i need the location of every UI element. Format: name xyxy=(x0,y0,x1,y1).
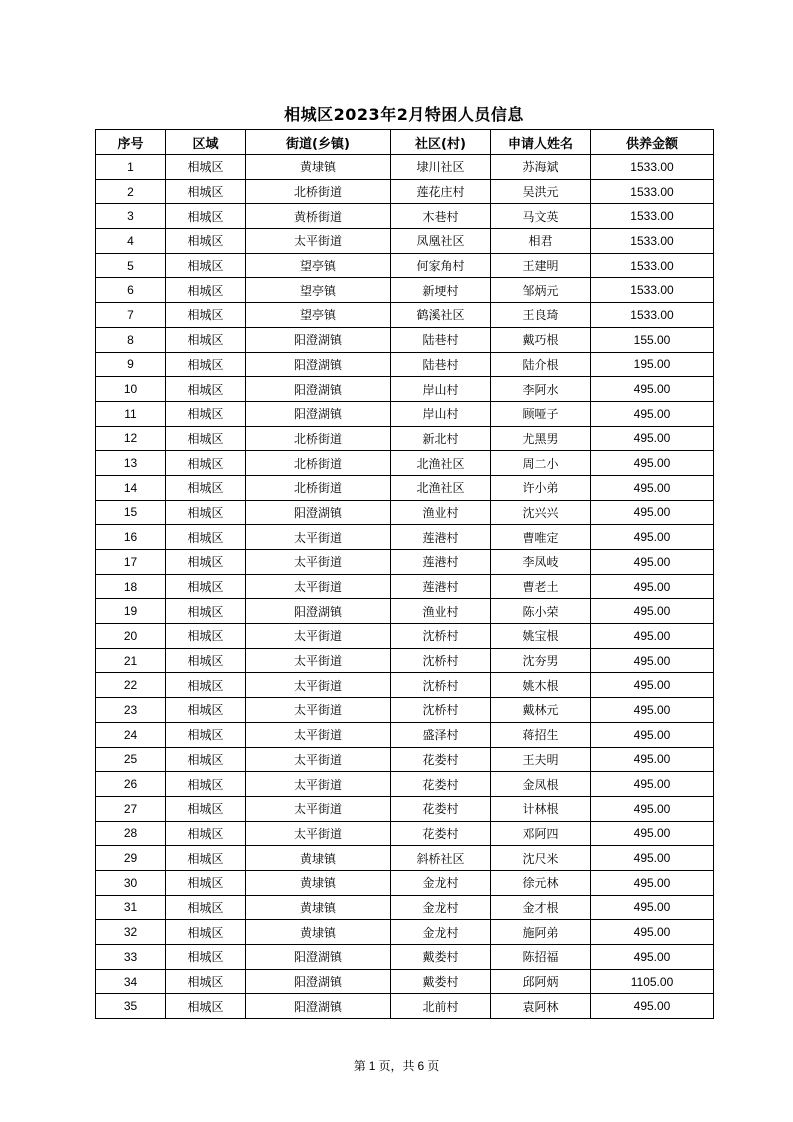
cell-street-town: 望亭镇 xyxy=(246,303,391,328)
cell-community-village: 花娄村 xyxy=(391,772,491,797)
cell-applicant-name: 尤黑男 xyxy=(491,426,591,451)
cell-support-amount: 1533.00 xyxy=(591,303,714,328)
table-row xyxy=(96,673,714,698)
cell-support-amount: 495.00 xyxy=(591,747,714,772)
table-row xyxy=(96,253,714,278)
cell-support-amount: 495.00 xyxy=(591,426,714,451)
cell-street-town: 北桥街道 xyxy=(246,179,391,204)
cell-street-town: 阳澄湖镇 xyxy=(246,377,391,402)
cell-street-town: 太平街道 xyxy=(246,574,391,599)
cell-district: 相城区 xyxy=(166,204,246,229)
cell-community-village: 新北村 xyxy=(391,426,491,451)
header-street-town: 街道(乡镇) xyxy=(246,130,391,155)
document-title: 相城区2023年2月特困人员信息 xyxy=(284,105,524,124)
cell-community-village: 花娄村 xyxy=(391,821,491,846)
table-row xyxy=(96,204,714,229)
table-row xyxy=(96,525,714,550)
cell-community-village: 莲港村 xyxy=(391,574,491,599)
table-row xyxy=(96,229,714,254)
cell-applicant-name: 金才根 xyxy=(491,895,591,920)
cell-district: 相城区 xyxy=(166,155,246,180)
cell-applicant-name: 王良琦 xyxy=(491,303,591,328)
cell-support-amount: 1533.00 xyxy=(591,229,714,254)
cell-street-town: 太平街道 xyxy=(246,648,391,673)
cell-applicant-name: 袁阿林 xyxy=(491,994,591,1019)
cell-support-amount: 1533.00 xyxy=(591,179,714,204)
cell-applicant-name: 曹唯定 xyxy=(491,525,591,550)
cell-applicant-name: 蒋招生 xyxy=(491,722,591,747)
cell-street-town: 黄埭镇 xyxy=(246,870,391,895)
cell-community-village: 埭川社区 xyxy=(391,155,491,180)
cell-community-village: 鹤溪社区 xyxy=(391,303,491,328)
table-row xyxy=(96,698,714,723)
cell-index: 2 xyxy=(96,179,166,204)
cell-community-village: 金龙村 xyxy=(391,895,491,920)
cell-district: 相城区 xyxy=(166,550,246,575)
table-row xyxy=(96,500,714,525)
cell-district: 相城区 xyxy=(166,574,246,599)
table-row xyxy=(96,648,714,673)
cell-district: 相城区 xyxy=(166,969,246,994)
cell-index: 22 xyxy=(96,673,166,698)
cell-street-town: 黄埭镇 xyxy=(246,155,391,180)
cell-community-village: 沈桥村 xyxy=(391,648,491,673)
cell-street-town: 北桥街道 xyxy=(246,475,391,500)
table-row xyxy=(96,475,714,500)
cell-index: 28 xyxy=(96,821,166,846)
cell-support-amount: 495.00 xyxy=(591,994,714,1019)
cell-community-village: 沈桥村 xyxy=(391,624,491,649)
cell-street-town: 黄埭镇 xyxy=(246,895,391,920)
cell-district: 相城区 xyxy=(166,352,246,377)
cell-index: 19 xyxy=(96,599,166,624)
cell-district: 相城区 xyxy=(166,648,246,673)
cell-index: 12 xyxy=(96,426,166,451)
cell-index: 35 xyxy=(96,994,166,1019)
cell-street-town: 黄埭镇 xyxy=(246,920,391,945)
cell-support-amount: 495.00 xyxy=(591,500,714,525)
cell-community-village: 莲港村 xyxy=(391,550,491,575)
cell-index: 27 xyxy=(96,796,166,821)
cell-street-town: 阳澄湖镇 xyxy=(246,994,391,1019)
cell-community-village: 北前村 xyxy=(391,994,491,1019)
cell-support-amount: 495.00 xyxy=(591,550,714,575)
cell-support-amount: 495.00 xyxy=(591,673,714,698)
cell-applicant-name: 沈夯男 xyxy=(491,648,591,673)
cell-community-village: 盛泽村 xyxy=(391,722,491,747)
cell-district: 相城区 xyxy=(166,895,246,920)
cell-district: 相城区 xyxy=(166,229,246,254)
cell-community-village: 何家角村 xyxy=(391,253,491,278)
cell-support-amount: 495.00 xyxy=(591,945,714,970)
cell-applicant-name: 邓阿四 xyxy=(491,821,591,846)
cell-support-amount: 495.00 xyxy=(591,475,714,500)
cell-district: 相城区 xyxy=(166,945,246,970)
cell-community-village: 岸山村 xyxy=(391,401,491,426)
cell-community-village: 木巷村 xyxy=(391,204,491,229)
cell-index: 32 xyxy=(96,920,166,945)
cell-applicant-name: 吴洪元 xyxy=(491,179,591,204)
cell-index: 29 xyxy=(96,846,166,871)
cell-district: 相城区 xyxy=(166,747,246,772)
cell-support-amount: 1533.00 xyxy=(591,278,714,303)
cell-street-town: 北桥街道 xyxy=(246,426,391,451)
cell-community-village: 新埂村 xyxy=(391,278,491,303)
table-row xyxy=(96,920,714,945)
cell-support-amount: 495.00 xyxy=(591,574,714,599)
cell-support-amount: 495.00 xyxy=(591,796,714,821)
cell-community-village: 陆巷村 xyxy=(391,352,491,377)
footer-prefix: 第 xyxy=(353,1059,366,1073)
cell-district: 相城区 xyxy=(166,475,246,500)
cell-community-village: 花娄村 xyxy=(391,796,491,821)
cell-applicant-name: 顾哑子 xyxy=(491,401,591,426)
cell-index: 10 xyxy=(96,377,166,402)
cell-applicant-name: 戴林元 xyxy=(491,698,591,723)
cell-support-amount: 495.00 xyxy=(591,870,714,895)
footer-middle: 页，共 xyxy=(378,1059,415,1073)
cell-index: 6 xyxy=(96,278,166,303)
cell-applicant-name: 许小弟 xyxy=(491,475,591,500)
table-body xyxy=(96,155,714,1019)
cell-street-town: 阳澄湖镇 xyxy=(246,352,391,377)
cell-community-village: 花娄村 xyxy=(391,747,491,772)
cell-applicant-name: 周二小 xyxy=(491,451,591,476)
cell-district: 相城区 xyxy=(166,846,246,871)
cell-support-amount: 1533.00 xyxy=(591,253,714,278)
cell-district: 相城区 xyxy=(166,500,246,525)
cell-support-amount: 495.00 xyxy=(591,846,714,871)
table-row xyxy=(96,895,714,920)
cell-index: 26 xyxy=(96,772,166,797)
cell-district: 相城区 xyxy=(166,920,246,945)
cell-applicant-name: 邱阿炳 xyxy=(491,969,591,994)
cell-applicant-name: 计林根 xyxy=(491,796,591,821)
table-row xyxy=(96,722,714,747)
cell-support-amount: 495.00 xyxy=(591,648,714,673)
cell-community-village: 斜桥社区 xyxy=(391,846,491,871)
cell-district: 相城区 xyxy=(166,698,246,723)
cell-index: 24 xyxy=(96,722,166,747)
cell-district: 相城区 xyxy=(166,426,246,451)
cell-index: 18 xyxy=(96,574,166,599)
cell-applicant-name: 陈招福 xyxy=(491,945,591,970)
table-header-row xyxy=(96,130,714,155)
cell-support-amount: 495.00 xyxy=(591,772,714,797)
cell-street-town: 太平街道 xyxy=(246,722,391,747)
cell-street-town: 太平街道 xyxy=(246,624,391,649)
cell-index: 20 xyxy=(96,624,166,649)
cell-applicant-name: 李阿水 xyxy=(491,377,591,402)
table-row xyxy=(96,155,714,180)
header-district: 区域 xyxy=(166,130,246,155)
cell-community-village: 凤凰社区 xyxy=(391,229,491,254)
table-row xyxy=(96,179,714,204)
cell-support-amount: 495.00 xyxy=(591,525,714,550)
cell-index: 7 xyxy=(96,303,166,328)
cell-index: 5 xyxy=(96,253,166,278)
cell-district: 相城区 xyxy=(166,994,246,1019)
cell-applicant-name: 沈尺米 xyxy=(491,846,591,871)
header-index: 序号 xyxy=(96,130,166,155)
cell-district: 相城区 xyxy=(166,179,246,204)
cell-community-village: 戴娄村 xyxy=(391,969,491,994)
cell-district: 相城区 xyxy=(166,821,246,846)
cell-district: 相城区 xyxy=(166,796,246,821)
cell-street-town: 阳澄湖镇 xyxy=(246,327,391,352)
cell-index: 30 xyxy=(96,870,166,895)
cell-street-town: 太平街道 xyxy=(246,698,391,723)
table-row xyxy=(96,303,714,328)
cell-district: 相城区 xyxy=(166,673,246,698)
cell-district: 相城区 xyxy=(166,451,246,476)
cell-applicant-name: 曹老土 xyxy=(491,574,591,599)
cell-support-amount: 495.00 xyxy=(591,821,714,846)
cell-index: 21 xyxy=(96,648,166,673)
table-row xyxy=(96,426,714,451)
table-row xyxy=(96,772,714,797)
cell-index: 16 xyxy=(96,525,166,550)
cell-index: 9 xyxy=(96,352,166,377)
cell-community-village: 戴娄村 xyxy=(391,945,491,970)
footer-total-pages: 6 xyxy=(417,1059,425,1073)
cell-applicant-name: 徐元林 xyxy=(491,870,591,895)
cell-district: 相城区 xyxy=(166,327,246,352)
cell-support-amount: 495.00 xyxy=(591,401,714,426)
cell-index: 23 xyxy=(96,698,166,723)
cell-index: 14 xyxy=(96,475,166,500)
cell-community-village: 金龙村 xyxy=(391,870,491,895)
cell-street-town: 阳澄湖镇 xyxy=(246,500,391,525)
cell-index: 33 xyxy=(96,945,166,970)
cell-community-village: 渔业村 xyxy=(391,500,491,525)
cell-community-village: 莲港村 xyxy=(391,525,491,550)
cell-district: 相城区 xyxy=(166,377,246,402)
cell-index: 17 xyxy=(96,550,166,575)
table-row xyxy=(96,624,714,649)
cell-index: 13 xyxy=(96,451,166,476)
cell-support-amount: 495.00 xyxy=(591,722,714,747)
cell-support-amount: 155.00 xyxy=(591,327,714,352)
cell-index: 4 xyxy=(96,229,166,254)
cell-index: 1 xyxy=(96,155,166,180)
cell-support-amount: 495.00 xyxy=(591,451,714,476)
cell-district: 相城区 xyxy=(166,722,246,747)
table-row xyxy=(96,870,714,895)
footer-page-number: 1 xyxy=(368,1059,376,1073)
cell-street-town: 阳澄湖镇 xyxy=(246,599,391,624)
cell-community-village: 渔业村 xyxy=(391,599,491,624)
cell-district: 相城区 xyxy=(166,624,246,649)
cell-support-amount: 495.00 xyxy=(591,624,714,649)
cell-support-amount: 495.00 xyxy=(591,920,714,945)
cell-support-amount: 495.00 xyxy=(591,895,714,920)
cell-street-town: 太平街道 xyxy=(246,772,391,797)
table-row xyxy=(96,846,714,871)
table-row xyxy=(96,278,714,303)
cell-community-village: 沈桥村 xyxy=(391,698,491,723)
cell-index: 8 xyxy=(96,327,166,352)
table-row xyxy=(96,599,714,624)
cell-street-town: 太平街道 xyxy=(246,673,391,698)
cell-street-town: 太平街道 xyxy=(246,229,391,254)
table-row xyxy=(96,821,714,846)
table-row xyxy=(96,327,714,352)
table-row xyxy=(96,377,714,402)
table-row xyxy=(96,550,714,575)
cell-applicant-name: 李凤岐 xyxy=(491,550,591,575)
cell-street-town: 太平街道 xyxy=(246,796,391,821)
cell-community-village: 沈桥村 xyxy=(391,673,491,698)
cell-district: 相城区 xyxy=(166,599,246,624)
cell-community-village: 陆巷村 xyxy=(391,327,491,352)
cell-street-town: 阳澄湖镇 xyxy=(246,945,391,970)
cell-community-village: 金龙村 xyxy=(391,920,491,945)
cell-index: 3 xyxy=(96,204,166,229)
cell-applicant-name: 姚木根 xyxy=(491,673,591,698)
table-row xyxy=(96,451,714,476)
cell-index: 31 xyxy=(96,895,166,920)
cell-street-town: 望亭镇 xyxy=(246,253,391,278)
header-applicant-name: 申请人姓名 xyxy=(491,130,591,155)
page-footer xyxy=(0,1057,793,1074)
cell-support-amount: 1105.00 xyxy=(591,969,714,994)
cell-street-town: 太平街道 xyxy=(246,821,391,846)
cell-support-amount: 495.00 xyxy=(591,377,714,402)
cell-street-town: 北桥街道 xyxy=(246,451,391,476)
cell-community-village: 莲花庄村 xyxy=(391,179,491,204)
cell-district: 相城区 xyxy=(166,401,246,426)
cell-index: 34 xyxy=(96,969,166,994)
cell-street-town: 太平街道 xyxy=(246,747,391,772)
cell-applicant-name: 金凤根 xyxy=(491,772,591,797)
cell-applicant-name: 沈兴兴 xyxy=(491,500,591,525)
cell-street-town: 阳澄湖镇 xyxy=(246,401,391,426)
cell-index: 25 xyxy=(96,747,166,772)
header-support-amount: 供养金额 xyxy=(591,130,714,155)
cell-applicant-name: 邹炳元 xyxy=(491,278,591,303)
footer-suffix: 页 xyxy=(427,1059,440,1073)
table-row xyxy=(96,401,714,426)
header-community-village: 社区(村) xyxy=(391,130,491,155)
cell-support-amount: 495.00 xyxy=(591,599,714,624)
cell-applicant-name: 苏海斌 xyxy=(491,155,591,180)
cell-district: 相城区 xyxy=(166,870,246,895)
cell-support-amount: 495.00 xyxy=(591,698,714,723)
table-row xyxy=(96,969,714,994)
cell-applicant-name: 马文英 xyxy=(491,204,591,229)
cell-street-town: 阳澄湖镇 xyxy=(246,969,391,994)
cell-community-village: 北渔社区 xyxy=(391,451,491,476)
cell-index: 11 xyxy=(96,401,166,426)
table-row xyxy=(96,945,714,970)
cell-support-amount: 1533.00 xyxy=(591,155,714,180)
cell-applicant-name: 陆介根 xyxy=(491,352,591,377)
cell-support-amount: 1533.00 xyxy=(591,204,714,229)
cell-district: 相城区 xyxy=(166,253,246,278)
cell-street-town: 黄桥街道 xyxy=(246,204,391,229)
cell-street-town: 太平街道 xyxy=(246,550,391,575)
cell-community-village: 岸山村 xyxy=(391,377,491,402)
cell-support-amount: 195.00 xyxy=(591,352,714,377)
cell-applicant-name: 王建明 xyxy=(491,253,591,278)
cell-applicant-name: 姚宝根 xyxy=(491,624,591,649)
cell-applicant-name: 相君 xyxy=(491,229,591,254)
cell-district: 相城区 xyxy=(166,525,246,550)
table-row xyxy=(96,796,714,821)
cell-index: 15 xyxy=(96,500,166,525)
personnel-table xyxy=(95,129,714,1019)
cell-street-town: 太平街道 xyxy=(246,525,391,550)
cell-applicant-name: 陈小荣 xyxy=(491,599,591,624)
cell-applicant-name: 王夫明 xyxy=(491,747,591,772)
table-row xyxy=(96,574,714,599)
cell-applicant-name: 施阿弟 xyxy=(491,920,591,945)
cell-street-town: 黄埭镇 xyxy=(246,846,391,871)
cell-district: 相城区 xyxy=(166,303,246,328)
cell-community-village: 北渔社区 xyxy=(391,475,491,500)
table-row xyxy=(96,747,714,772)
table-row xyxy=(96,994,714,1019)
cell-district: 相城区 xyxy=(166,772,246,797)
table-row xyxy=(96,352,714,377)
cell-district: 相城区 xyxy=(166,278,246,303)
cell-street-town: 望亭镇 xyxy=(246,278,391,303)
cell-applicant-name: 戴巧根 xyxy=(491,327,591,352)
